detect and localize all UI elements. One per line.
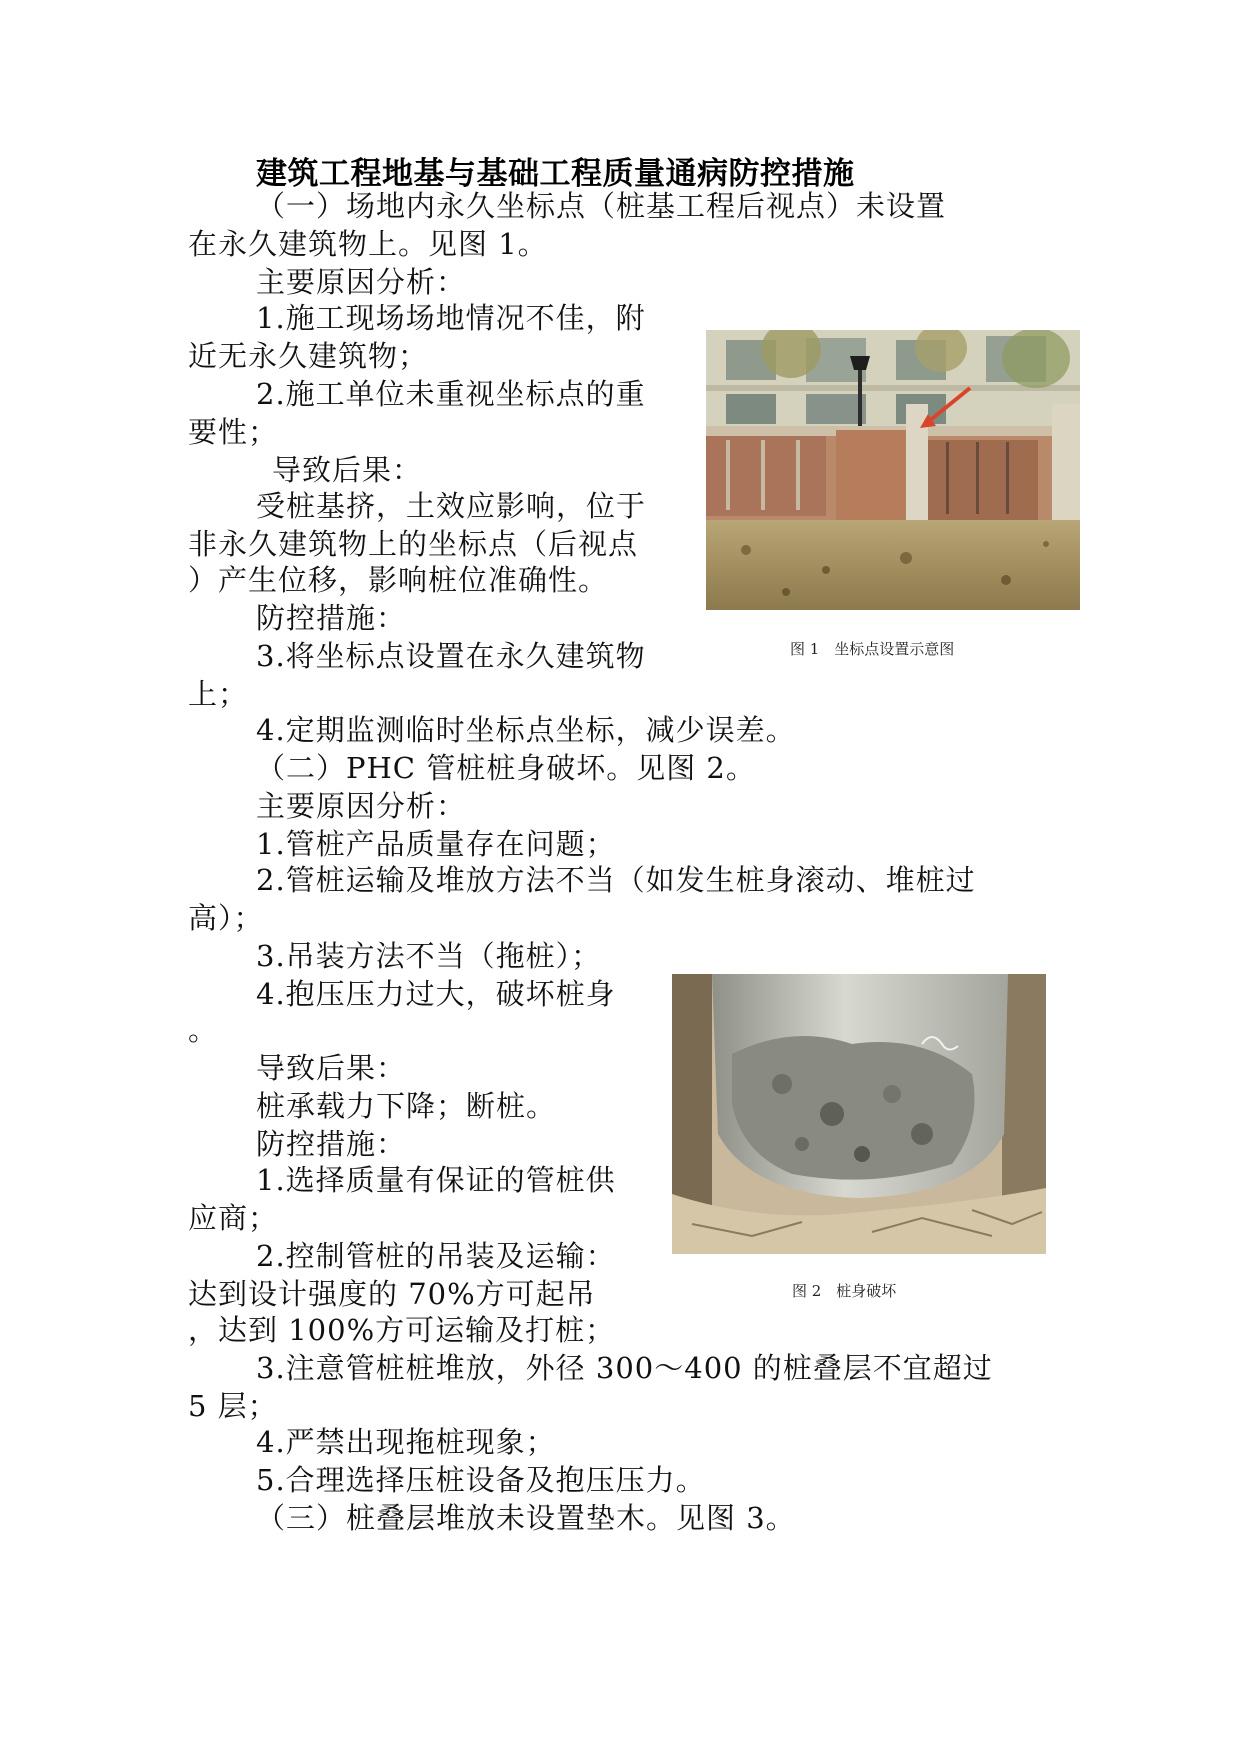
text-line: 上； [188, 677, 249, 711]
text-line: ，达到 100%方可运输及打桩； [188, 1313, 616, 1347]
text-line: 1.选择质量有保证的管桩供 [256, 1163, 616, 1197]
text-line: 导致后果： [272, 453, 423, 487]
text-line: 5.合理选择压桩设备及抱压压力。 [256, 1463, 706, 1497]
text-line: 应商； [188, 1201, 279, 1235]
text-line: 在永久建筑物上。见图 1。 [188, 227, 548, 261]
text-line: ）产生位移，影响桩位准确性。 [188, 563, 609, 597]
text-line: 非永久建筑物上的坐标点（后视点 [188, 527, 639, 561]
text-line: 3.注意管桩桩堆放，外径 300～400 的桩叠层不宜超过 [256, 1351, 993, 1385]
text-line: 1.施工现场场地情况不佳，附 [256, 301, 646, 335]
text-line: 3.将坐标点设置在永久建筑物 [256, 639, 646, 673]
text-line: （三）桩叠层堆放未设置垫木。见图 3。 [256, 1501, 796, 1535]
document-title: 建筑工程地基与基础工程质量通病防控措施 [256, 156, 855, 192]
text-line: 达到设计强度的 70%方可起吊 [188, 1277, 596, 1311]
text-line: 要性； [188, 415, 279, 449]
text-line: 4.定期监测临时坐标点坐标，减少误差。 [256, 713, 796, 747]
text-line: 5 层； [188, 1389, 278, 1423]
figure-2-caption: 图 2 桩身破坏 [792, 1282, 897, 1300]
text-line: 受桩基挤，土效应影响，位于 [256, 489, 647, 523]
text-line: 2.施工单位未重视坐标点的重 [256, 377, 646, 411]
text-line: 防控措施： [256, 1127, 407, 1161]
text-line: 4.抱压压力过大，破坏桩身 [256, 977, 616, 1011]
text-line: 导致后果： [256, 1051, 407, 1085]
text-line: 1.管桩产品质量存在问题； [256, 827, 616, 861]
text-line: 。 [188, 1013, 219, 1047]
text-line: 4.严禁出现拖桩现象； [256, 1425, 556, 1459]
text-line: 2.控制管桩的吊装及运输： [256, 1239, 616, 1273]
text-line: （二）PHC 管桩桩身破坏。见图 2。 [256, 751, 756, 785]
text-line: 主要原因分析： [256, 265, 467, 299]
text-line: 3.吊装方法不当（拖桩）； [256, 939, 602, 973]
text-line: 高）； [188, 901, 264, 935]
figure-1-caption: 图 1 坐标点设置示意图 [790, 640, 955, 658]
text-line: 桩承载力下降；断桩。 [256, 1089, 557, 1123]
text-line: （一）场地内永久坐标点（桩基工程后视点）未设置 [256, 189, 947, 223]
text-line: 2.管桩运输及堆放方法不当（如发生桩身滚动、堆桩过 [256, 863, 976, 897]
text-line: 主要原因分析： [256, 789, 467, 823]
figure-2-photo [672, 974, 1046, 1254]
text-line: 防控措施： [256, 601, 407, 635]
text-line: 近无永久建筑物； [188, 339, 429, 373]
figure-1-photo [706, 330, 1080, 610]
